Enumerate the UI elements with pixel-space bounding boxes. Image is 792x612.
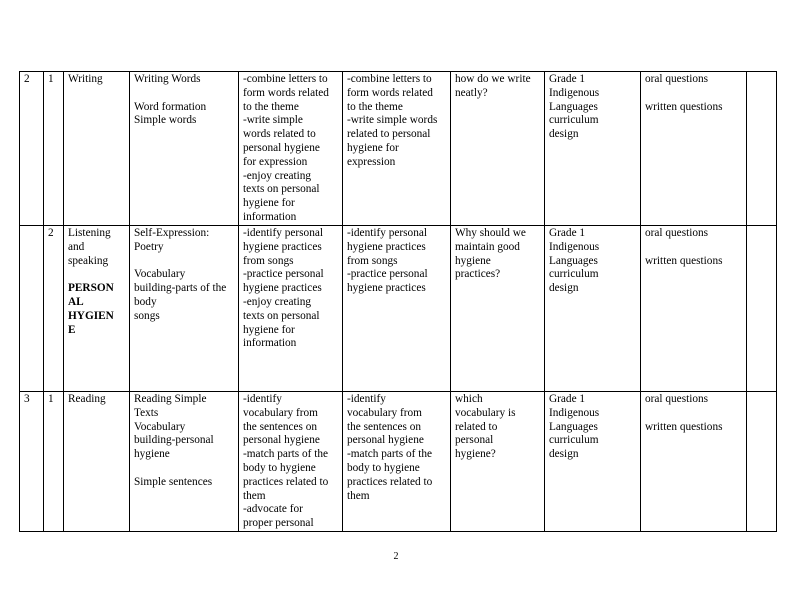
learning-outcomes-line: practices related to xyxy=(243,475,329,488)
learning-experiences-line: -identify personal xyxy=(347,227,427,239)
sub-strand-line: building-personal xyxy=(134,434,214,447)
learning-resources-line: design xyxy=(549,282,579,295)
learning-outcomes-line: words related to xyxy=(243,128,316,141)
sub-strand-line xyxy=(134,255,234,269)
learning-resources-line: curriculum xyxy=(549,268,599,281)
learning-resources-line: Indigenous xyxy=(549,86,600,99)
reflection-cell xyxy=(747,392,777,532)
assessment-cell xyxy=(641,226,747,392)
page-number: 2 xyxy=(393,551,399,562)
strand-line: speaking xyxy=(68,254,109,267)
strand-theme-line: PERSON xyxy=(68,282,114,295)
sub-strand-line: Vocabulary xyxy=(134,268,186,281)
learning-outcomes-line: -practice personal xyxy=(243,268,324,281)
reflection-cell xyxy=(747,226,777,392)
key-inquiry-question-line: how do we write xyxy=(455,73,531,85)
sub-strand-line xyxy=(134,87,234,101)
week-cell xyxy=(20,392,44,532)
learning-outcomes-line: from songs xyxy=(243,254,294,267)
lesson-value: 1 xyxy=(48,393,54,405)
learning-outcomes-line: personal hygiene xyxy=(243,141,320,154)
reflection-cell xyxy=(747,72,777,226)
strand-theme-line: E xyxy=(68,323,76,336)
sub-strand-line: building-parts of the xyxy=(134,282,227,295)
week-value: 3 xyxy=(24,393,30,405)
key-inquiry-question-line: hygiene? xyxy=(455,448,496,461)
learning-outcomes-line: personal hygiene xyxy=(243,434,320,447)
learning-outcomes-line: texts on personal xyxy=(243,309,320,322)
learning-outcomes-line: -advocate for xyxy=(243,503,303,516)
learning-resources-line: Languages xyxy=(549,254,598,267)
table-body xyxy=(20,72,777,532)
sub-strand-line: body xyxy=(134,295,157,308)
learning-outcomes-line: -match parts of the xyxy=(243,448,329,461)
learning-experiences-line: form words related xyxy=(347,86,433,99)
week-cell xyxy=(20,226,44,392)
learning-outcomes-line: them xyxy=(243,489,266,502)
week-cell xyxy=(20,72,44,226)
key-inquiry-question-line: Why should we xyxy=(455,227,526,239)
learning-outcomes-line: -enjoy creating xyxy=(243,169,312,182)
key-inquiry-question-line: hygiene xyxy=(455,254,491,267)
strand-cell xyxy=(64,72,130,226)
sub-strand-line: Poetry xyxy=(134,240,164,253)
assessment-line: oral questions xyxy=(645,227,709,239)
learning-resources-line: design xyxy=(549,448,579,461)
learning-outcomes-line: the sentences on xyxy=(243,420,318,433)
assessment-line: oral questions xyxy=(645,73,709,85)
learning-experiences-line: practices related to xyxy=(347,475,433,488)
key-inquiry-question-cell xyxy=(451,72,545,226)
learning-outcomes-line: hygiene practices xyxy=(243,282,322,295)
sub-strand-line: Writing Words xyxy=(134,73,201,85)
sub-strand-line: Word formation xyxy=(134,100,207,113)
sub-strand-cell xyxy=(130,72,239,226)
learning-resources-line: design xyxy=(549,128,579,141)
learning-experiences-line: hygiene practices xyxy=(347,282,426,295)
learning-outcomes-line: hygiene practices xyxy=(243,240,322,253)
week-value: 2 xyxy=(24,73,30,85)
sub-strand-line: hygiene xyxy=(134,448,170,461)
table-row xyxy=(20,226,777,392)
sub-strand-line: Self-Expression: xyxy=(134,227,210,239)
learning-experiences-line: -identify xyxy=(347,393,386,405)
learning-experiences-cell xyxy=(343,392,451,532)
learning-outcomes-line: -enjoy creating xyxy=(243,295,312,308)
learning-outcomes-line: hygiene for xyxy=(243,197,295,210)
strand-line: and xyxy=(68,240,85,253)
lesson-value: 1 xyxy=(48,73,54,85)
sub-strand-line: songs xyxy=(134,309,160,322)
assessment-line: written questions xyxy=(645,420,723,433)
key-inquiry-question-cell xyxy=(451,392,545,532)
assessment-cell xyxy=(641,72,747,226)
key-inquiry-question-line: vocabulary is xyxy=(455,406,516,419)
scheme-of-work-table xyxy=(19,71,777,532)
learning-experiences-line: -match parts of the xyxy=(347,448,433,461)
lesson-cell xyxy=(44,226,64,392)
learning-outcomes-cell xyxy=(239,392,343,532)
strand-cell xyxy=(64,392,130,532)
learning-resources-line: Grade 1 xyxy=(549,393,586,405)
assessment-line: written questions xyxy=(645,254,723,267)
learning-experiences-cell xyxy=(343,72,451,226)
learning-experiences-line: hygiene for xyxy=(347,141,399,154)
learning-resources-line: Languages xyxy=(549,420,598,433)
learning-resources-line: curriculum xyxy=(549,434,599,447)
table-row xyxy=(20,392,777,532)
sub-strand-line: Simple words xyxy=(134,114,197,127)
learning-outcomes-line: texts on personal xyxy=(243,183,320,196)
learning-resources-line: Indigenous xyxy=(549,240,600,253)
learning-resources-cell xyxy=(545,72,641,226)
learning-experiences-line: body to hygiene xyxy=(347,461,420,474)
learning-experiences-line: vocabulary from xyxy=(347,406,422,419)
assessment-line xyxy=(645,407,742,421)
learning-outcomes-line: to the theme xyxy=(243,100,299,113)
table-row xyxy=(20,72,777,226)
learning-resources-line: curriculum xyxy=(549,114,599,127)
key-inquiry-question-line: which xyxy=(455,393,483,405)
learning-experiences-line: them xyxy=(347,489,370,502)
learning-experiences-line: related to personal xyxy=(347,128,431,141)
learning-resources-line: Indigenous xyxy=(549,406,600,419)
learning-experiences-line: expression xyxy=(347,155,396,168)
strand-line: Listening xyxy=(68,227,111,239)
learning-outcomes-line: -combine letters to xyxy=(243,73,328,85)
assessment-line xyxy=(645,87,742,101)
sub-strand-cell xyxy=(130,392,239,532)
assessment-line: written questions xyxy=(645,100,723,113)
key-inquiry-question-line: neatly? xyxy=(455,86,488,99)
key-inquiry-question-line: maintain good xyxy=(455,240,520,253)
learning-outcomes-line: for expression xyxy=(243,155,308,168)
learning-experiences-line: -combine letters to xyxy=(347,73,432,85)
assessment-line: oral questions xyxy=(645,393,709,405)
learning-outcomes-line: -write simple xyxy=(243,114,303,127)
sub-strand-line: Reading Simple xyxy=(134,393,207,405)
learning-outcomes-cell xyxy=(239,72,343,226)
learning-outcomes-line: information xyxy=(243,337,297,350)
learning-outcomes-line: information xyxy=(243,210,297,223)
learning-experiences-cell xyxy=(343,226,451,392)
sub-strand-line: Simple sentences xyxy=(134,475,213,488)
lesson-cell xyxy=(44,392,64,532)
learning-outcomes-line: -identify xyxy=(243,393,282,405)
learning-experiences-line: hygiene practices xyxy=(347,240,426,253)
learning-outcomes-line: hygiene for xyxy=(243,323,295,336)
learning-outcomes-line: vocabulary from xyxy=(243,406,318,419)
learning-experiences-line: the sentences on xyxy=(347,420,422,433)
key-inquiry-question-cell xyxy=(451,226,545,392)
learning-outcomes-line: -identify personal xyxy=(243,227,323,239)
lesson-value: 2 xyxy=(48,227,54,239)
strand-line: Writing xyxy=(68,73,103,85)
strand-line xyxy=(68,268,125,282)
strand-theme-line: HYGIEN xyxy=(68,309,114,322)
learning-resources-cell xyxy=(545,392,641,532)
lesson-cell xyxy=(44,72,64,226)
learning-experiences-line: -write simple words xyxy=(347,114,438,127)
learning-experiences-line: to the theme xyxy=(347,100,403,113)
key-inquiry-question-line: related to xyxy=(455,420,498,433)
learning-resources-cell xyxy=(545,226,641,392)
learning-experiences-line: personal hygiene xyxy=(347,434,424,447)
sub-strand-line: Vocabulary xyxy=(134,420,186,433)
learning-outcomes-line: form words related xyxy=(243,86,329,99)
learning-experiences-line: from songs xyxy=(347,254,398,267)
assessment-cell xyxy=(641,392,747,532)
assessment-line xyxy=(645,241,742,255)
key-inquiry-question-line: practices? xyxy=(455,268,501,281)
strand-line: Reading xyxy=(68,393,106,405)
learning-outcomes-line: body to hygiene xyxy=(243,461,316,474)
learning-experiences-line: -practice personal xyxy=(347,268,428,281)
learning-resources-line: Languages xyxy=(549,100,598,113)
sub-strand-line xyxy=(134,462,234,476)
learning-outcomes-line: proper personal xyxy=(243,517,314,530)
strand-theme-line: AL xyxy=(68,295,84,308)
sub-strand-cell xyxy=(130,226,239,392)
strand-cell xyxy=(64,226,130,392)
learning-resources-line: Grade 1 xyxy=(549,73,586,85)
learning-outcomes-cell xyxy=(239,226,343,392)
learning-resources-line: Grade 1 xyxy=(549,227,586,239)
sub-strand-line: Texts xyxy=(134,406,159,419)
key-inquiry-question-line: personal xyxy=(455,434,494,447)
